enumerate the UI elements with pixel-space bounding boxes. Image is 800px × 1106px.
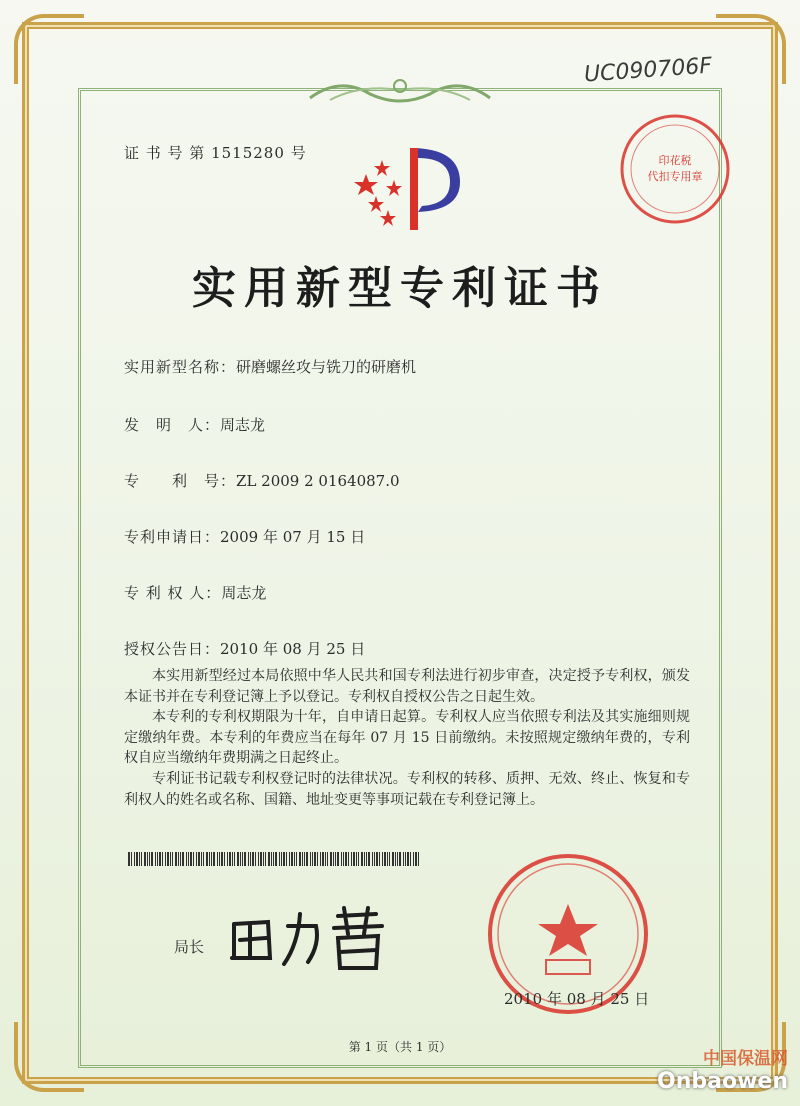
body-paragraph: 专利证书记载专利权登记时的法律状况。专利权的转移、质押、无效、终止、恢复和专利权人的姓名或名称、国籍、地址变更等事项记载在专利登记簿上。 <box>124 770 690 808</box>
field-label: 发 明 人： <box>124 416 221 434</box>
director-signature <box>226 904 396 974</box>
field-label: 专 利 权 人： <box>124 584 222 602</box>
field-grant-date <box>124 638 365 659</box>
tax-agency-seal <box>618 112 732 226</box>
body-paragraph: 本专利的专利权期限为十年，自申请日起算。专利权人应当依照专利法及其实施细则规定缴纳年费。本专利的年费应当在每年 07 月 15 日前缴纳。未按照规定缴纳年费的，专利权自应当缴纳年费期满之日起终止。 <box>124 709 690 767</box>
certificate-number-label: 证 书 号 第 <box>124 144 206 162</box>
certificate-number <box>124 142 307 163</box>
page-indicator: 第 1 页（共 1 页） <box>348 1040 452 1054</box>
corner-ornament <box>14 1022 84 1092</box>
certificate-number-value: 1515280 <box>211 144 285 162</box>
body-paragraph: 本实用新型经过本局依照中华人民共和国专利法进行初步审查，决定授予专利权，颁发本证书并在专利登记簿上予以登记。专利权自授权公告之日起生效。 <box>124 668 690 705</box>
field-utility-model-name <box>124 356 416 377</box>
corner-ornament <box>716 14 786 84</box>
corner-ornament <box>14 14 84 84</box>
handwritten-code: UC090706F <box>583 53 713 88</box>
certificate-body-text <box>124 666 690 810</box>
issue-date: 2010 年 08 月 25 日 <box>504 990 650 1008</box>
field-value: 2009 年 07 月 15 日 <box>220 528 366 546</box>
field-application-date <box>124 526 365 547</box>
field-label: 授权公告日： <box>124 640 221 658</box>
svg-text:代扣专用章: 代扣专用章 <box>647 170 703 183</box>
page-title: 实用新型专利证书 <box>192 263 608 314</box>
watermark-line1: 中国保温网 <box>703 1049 788 1069</box>
site-watermark <box>638 1044 788 1094</box>
barcode <box>128 852 420 866</box>
field-label: 专 利 号： <box>124 472 237 490</box>
field-patent-number <box>124 470 400 491</box>
field-label: 实用新型名称： <box>124 358 237 376</box>
director-label: 局长 <box>174 938 205 956</box>
field-value: 周志龙 <box>221 584 267 602</box>
field-inventor <box>124 414 265 435</box>
field-value: 周志龙 <box>220 416 266 434</box>
svg-text:印花税: 印花税 <box>658 154 692 167</box>
field-patentee <box>124 582 266 603</box>
field-value: 研磨螺丝攻与铣刀的研磨机 <box>236 358 417 376</box>
field-label: 专利申请日： <box>124 528 221 546</box>
field-value: ZL 2009 2 0164087.0 <box>236 472 400 490</box>
certificate-number-suffix: 号 <box>290 144 307 162</box>
field-value: 2010 年 08 月 25 日 <box>220 640 366 658</box>
watermark-line2: Onbaowen <box>657 1069 788 1094</box>
top-scroll-ornament <box>300 72 500 106</box>
sipo-logo-icon <box>352 140 472 232</box>
